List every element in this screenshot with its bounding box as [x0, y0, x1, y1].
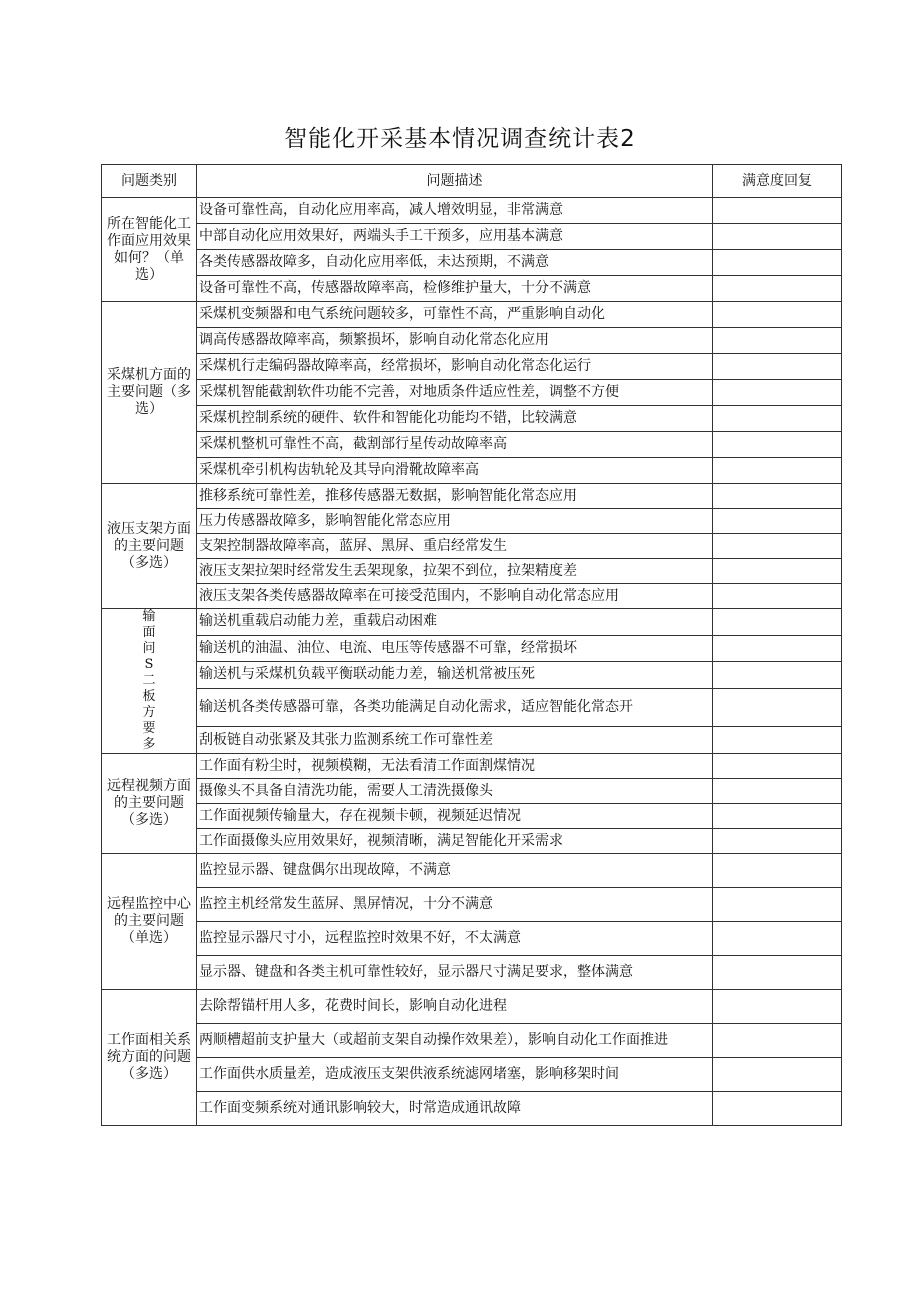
- table-row: [102, 584, 842, 609]
- table-row: [102, 534, 842, 559]
- category-conveyor-issues: [102, 609, 197, 754]
- table-row: [102, 779, 842, 804]
- question-option: 各类传感器故障多，自动化应用率低，未达预期，不满意: [197, 250, 713, 276]
- table-row: [102, 458, 842, 484]
- question-option: 监控显示器、键盘偶尔出现故障，不满意: [197, 854, 713, 888]
- table-row: [102, 484, 842, 509]
- category-face-system-issues: [102, 990, 197, 1126]
- satisfaction-answer-cell[interactable]: [713, 1092, 842, 1126]
- table-row: [102, 688, 842, 727]
- table-row: [102, 1024, 842, 1058]
- satisfaction-answer-cell[interactable]: [713, 328, 842, 354]
- table-row: [102, 754, 842, 779]
- category-label: 远程视频方面的主要问题（多选）: [107, 778, 191, 828]
- satisfaction-answer-cell[interactable]: [713, 484, 842, 509]
- question-option: 采煤机行走编码器故障率高，经常损坏，影响自动化常态化运行: [197, 354, 713, 380]
- question-option: 输送机与采煤机负载平衡联动能力差，输送机常被压死: [197, 662, 713, 689]
- satisfaction-answer-cell[interactable]: [713, 509, 842, 534]
- question-option: 输送机各类传感器可靠，各类功能满足自动化需求，适应智能化常态开: [197, 688, 713, 727]
- satisfaction-answer-cell[interactable]: [713, 584, 842, 609]
- question-option: 采煤机变频器和电气系统问题较多，可靠性不高，严重影响自动化: [197, 302, 713, 328]
- question-option: 采煤机牵引机构齿轨轮及其导向滑靴故障率高: [197, 458, 713, 484]
- satisfaction-answer-cell[interactable]: [713, 534, 842, 559]
- table-row: [102, 406, 842, 432]
- satisfaction-answer-cell[interactable]: [713, 1024, 842, 1058]
- satisfaction-answer-cell[interactable]: [713, 354, 842, 380]
- question-option: 工作面变频系统对通讯影响较大，时常造成通讯故障: [197, 1092, 713, 1126]
- category-label: 液压支架方面的主要问题（多选）: [107, 520, 191, 571]
- table-row: [102, 635, 842, 662]
- table-row: [102, 888, 842, 922]
- satisfaction-answer-cell[interactable]: [713, 406, 842, 432]
- satisfaction-answer-cell[interactable]: [713, 609, 842, 636]
- satisfaction-answer-cell[interactable]: [713, 804, 842, 829]
- category-remote-video-issues: [102, 754, 197, 854]
- table-row: [102, 829, 842, 854]
- question-option: 输送机的油温、油位、电流、电压等传感器不可靠，经常损坏: [197, 635, 713, 662]
- table-row: [102, 804, 842, 829]
- satisfaction-answer-cell[interactable]: [713, 922, 842, 956]
- category-label: 输面问S二板方要多: [142, 609, 156, 752]
- table-row: [102, 854, 842, 888]
- table-row: [102, 328, 842, 354]
- question-option: 监控主机经常发生蓝屏、黑屏情况，十分不满意: [197, 888, 713, 922]
- question-option: 液压支架各类传感器故障率在可接受范围内，不影响自动化常态应用: [197, 584, 713, 609]
- question-option: 推移系统可靠性差，推移传感器无数据，影响智能化常态应用: [197, 484, 713, 509]
- table-row: [102, 380, 842, 406]
- table-row: [102, 509, 842, 534]
- header-category: 问题类别: [102, 165, 197, 198]
- table-row: [102, 956, 842, 990]
- category-shearer-issues: [102, 302, 197, 484]
- table-row: [102, 302, 842, 328]
- category-remote-monitoring-issues: [102, 854, 197, 990]
- satisfaction-answer-cell[interactable]: [713, 559, 842, 584]
- table-row: [102, 354, 842, 380]
- satisfaction-answer-cell[interactable]: [713, 990, 842, 1024]
- category-hydraulic-support-issues: [102, 484, 197, 609]
- question-option: 设备可靠性不高，传感器故障率高，检修维护量大，十分不满意: [197, 276, 713, 302]
- question-option: 监控显示器尺寸小，远程监控时效果不好，不太满意: [197, 922, 713, 956]
- question-option: 显示器、键盘和各类主机可靠性较好，显示器尺寸满足要求，整体满意: [197, 956, 713, 990]
- satisfaction-answer-cell[interactable]: [713, 380, 842, 406]
- satisfaction-answer-cell[interactable]: [713, 754, 842, 779]
- question-option: 工作面供水质量差，造成液压支架供液系统滤网堵塞，影响移架时间: [197, 1058, 713, 1092]
- satisfaction-answer-cell[interactable]: [713, 854, 842, 888]
- category-label: 工作面相关系统方面的问题（多选）: [107, 1032, 191, 1082]
- satisfaction-answer-cell[interactable]: [713, 779, 842, 804]
- question-option: 摄像头不具备自清洗功能，需要人工清洗摄像头: [197, 779, 713, 804]
- table-row: [102, 250, 842, 276]
- satisfaction-answer-cell[interactable]: [713, 276, 842, 302]
- table-row: [102, 609, 842, 636]
- header-satisfaction: 满意度回复: [713, 165, 842, 198]
- question-option: 设备可靠性高，自动化应用率高，减人增效明显，非常满意: [197, 198, 713, 224]
- survey-table: [101, 164, 842, 1126]
- table-row: [102, 1058, 842, 1092]
- satisfaction-answer-cell[interactable]: [713, 727, 842, 754]
- table-row: [102, 727, 842, 754]
- question-option: 支架控制器故障率高，蓝屏、黑屏、重启经常发生: [197, 534, 713, 559]
- page-title: 智能化开采基本情况调查统计表2: [284, 126, 636, 152]
- satisfaction-answer-cell[interactable]: [713, 888, 842, 922]
- table-row: [102, 198, 842, 224]
- satisfaction-answer-cell[interactable]: [713, 662, 842, 689]
- question-option: 压力传感器故障多，影响智能化常态应用: [197, 509, 713, 534]
- question-option: 工作面摄像头应用效果好，视频清晰，满足智能化开采需求: [197, 829, 713, 854]
- question-option: 去除帮锚杆用人多，花费时间长，影响自动化进程: [197, 990, 713, 1024]
- satisfaction-answer-cell[interactable]: [713, 302, 842, 328]
- question-option: 液压支架拉架时经常发生丢架现象，拉架不到位，拉架精度差: [197, 559, 713, 584]
- table-row: [102, 662, 842, 689]
- satisfaction-answer-cell[interactable]: [713, 250, 842, 276]
- table-row: [102, 432, 842, 458]
- satisfaction-answer-cell[interactable]: [713, 829, 842, 854]
- satisfaction-answer-cell[interactable]: [713, 432, 842, 458]
- question-option: 工作面视频传输量大，存在视频卡顿，视频延迟情况: [197, 804, 713, 829]
- category-label: 远程监控中心的主要问题（单选）: [107, 896, 191, 946]
- table-row: [102, 224, 842, 250]
- table-row: [102, 990, 842, 1024]
- question-option: 采煤机智能截割软件功能不完善，对地质条件适应性差，调整不方便: [197, 380, 713, 406]
- category-smart-face-effect: [102, 198, 197, 302]
- header-description: 问题描述: [197, 165, 713, 198]
- category-label: 所在智能化工作面应用效果如何？（单选）: [107, 215, 191, 283]
- question-option: 工作面有粉尘时，视频模糊，无法看清工作面割煤情况: [197, 754, 713, 779]
- table-row: [102, 1092, 842, 1126]
- question-option: 输送机重载启动能力差，重载启动困难: [197, 609, 713, 636]
- table-row: [102, 559, 842, 584]
- question-option: 调高传感器故障率高，频繁损坏，影响自动化常态化应用: [197, 328, 713, 354]
- question-option: 中部自动化应用效果好，两端头手工干预多，应用基本满意: [197, 224, 713, 250]
- table-header-row: [102, 165, 842, 198]
- satisfaction-answer-cell[interactable]: [713, 458, 842, 484]
- question-option: 采煤机整机可靠性不高，截割部行星传动故障率高: [197, 432, 713, 458]
- question-option: 刮板链自动张紧及其张力监测系统工作可靠性差: [197, 727, 713, 754]
- question-option: 采煤机控制系统的硬件、软件和智能化功能均不错，比较满意: [197, 406, 713, 432]
- question-option: 两顺槽超前支护量大（或超前支架自动操作效果差），影响自动化工作面推进: [197, 1024, 713, 1058]
- table-row: [102, 276, 842, 302]
- satisfaction-answer-cell[interactable]: [713, 635, 842, 662]
- satisfaction-answer-cell[interactable]: [713, 956, 842, 990]
- category-label: 采煤机方面的主要问题（多选）: [107, 367, 191, 417]
- satisfaction-answer-cell[interactable]: [713, 224, 842, 250]
- satisfaction-answer-cell[interactable]: [713, 198, 842, 224]
- table-row: [102, 922, 842, 956]
- satisfaction-answer-cell[interactable]: [713, 1058, 842, 1092]
- satisfaction-answer-cell[interactable]: [713, 688, 842, 727]
